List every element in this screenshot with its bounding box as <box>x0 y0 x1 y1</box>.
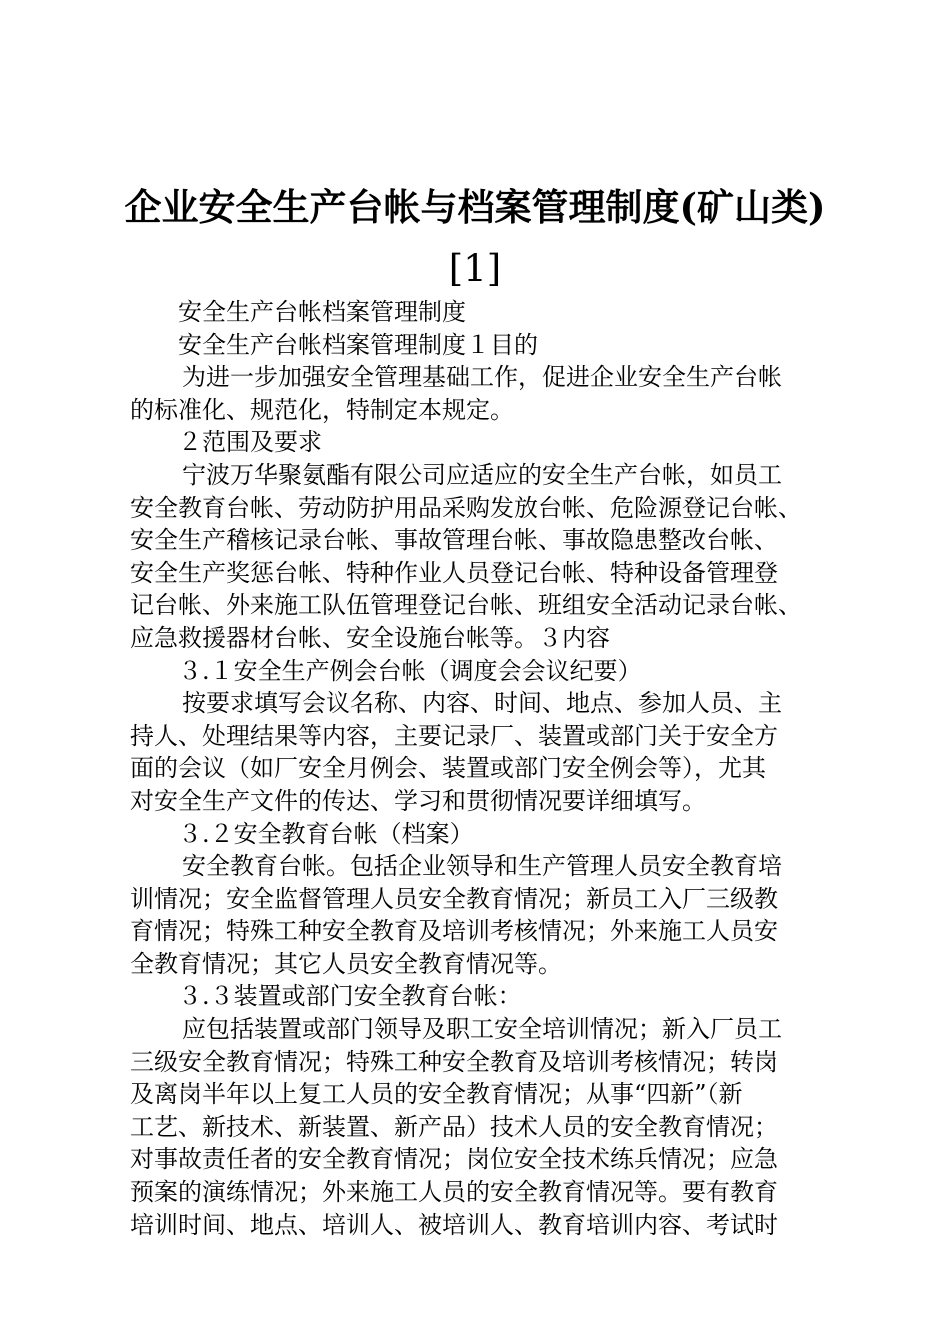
body-line: 面的会议（如厂安全月例会、装置或部门安全例会等），尤其 <box>130 754 766 783</box>
body-line: 安全生产台帐档案管理制度 <box>178 298 466 326</box>
body-line: 预案的演练情况；外来施工人员的安全教育情况等。要有教育 <box>130 1178 778 1207</box>
document-body <box>130 296 836 1241</box>
body-line: 安全生产奖惩台帐、特种作业人员登记台帐、特种设备管理登 <box>130 558 778 587</box>
body-line: 育情况；特殊工种安全教育及培训考核情况；外来施工人员安 <box>130 917 778 946</box>
body-line: 应急救援器材台帐、安全设施台帐等。３内容 <box>130 623 610 652</box>
body-line: 宁波万华聚氨酯有限公司应适应的安全生产台帐，如员工 <box>182 460 782 489</box>
body-line: 安全生产稽核记录台帐、事故管理台帐、事故隐患整改台帐、 <box>130 526 778 555</box>
body-line: 对安全生产文件的传达、学习和贯彻情况要详细填写。 <box>130 786 706 815</box>
body-line: 安全教育台帐、劳动防护用品采购发放台帐、危险源登记台帐、 <box>130 493 802 522</box>
body-line: 对事故责任者的安全教育情况；岗位安全技术练兵情况；应急 <box>130 1145 778 1174</box>
body-line: 应包括装置或部门领导及职工安全培训情况；新入厂员工 <box>182 1015 782 1044</box>
body-line: 培训时间、地点、培训人、被培训人、教育培训内容、考试时 <box>130 1210 778 1239</box>
body-line: 记台帐、外来施工队伍管理登记台帐、班组安全活动记录台帐、 <box>130 591 802 620</box>
body-line: 安全教育台帐。包括企业领导和生产管理人员安全教育培 <box>182 852 782 881</box>
document-title: 企业安全生产台帐与档案管理制度(矿山类) <box>124 185 826 229</box>
body-line: 安全生产台帐档案管理制度１目的 <box>178 330 538 359</box>
body-line: ３.１安全生产例会台帐（调度会会议纪要） <box>178 656 642 685</box>
body-line: ３.３装置或部门安全教育台帐： <box>178 982 522 1011</box>
body-line: 工艺、新技术、新装置、新产品）技术人员的安全教育情况； <box>130 1112 778 1141</box>
document-title-suffix: [1] <box>448 247 502 290</box>
body-line: 全教育情况；其它人员安全教育情况等。 <box>130 949 562 978</box>
body-line: 持人、处理结果等内容，主要记录厂、装置或部门关于安全方 <box>130 721 778 750</box>
body-line: 及离岗半年以上复工人员的安全教育情况；从事“四新”（新 <box>130 1080 743 1109</box>
body-line: 按要求填写会议名称、内容、时间、地点、参加人员、主 <box>182 689 782 718</box>
body-line: ３.２安全教育台帐（档案） <box>178 819 474 848</box>
body-line: 为进一步加强安全管理基础工作，促进企业安全生产台帐 <box>182 363 782 392</box>
body-line: 训情况；安全监督管理人员安全教育情况；新员工入厂三级教 <box>130 884 778 913</box>
body-line: ２范围及要求 <box>178 428 322 457</box>
body-line: 的标准化、规范化，特制定本规定。 <box>130 395 514 424</box>
body-line: 三级安全教育情况；特殊工种安全教育及培训考核情况；转岗 <box>130 1047 778 1076</box>
